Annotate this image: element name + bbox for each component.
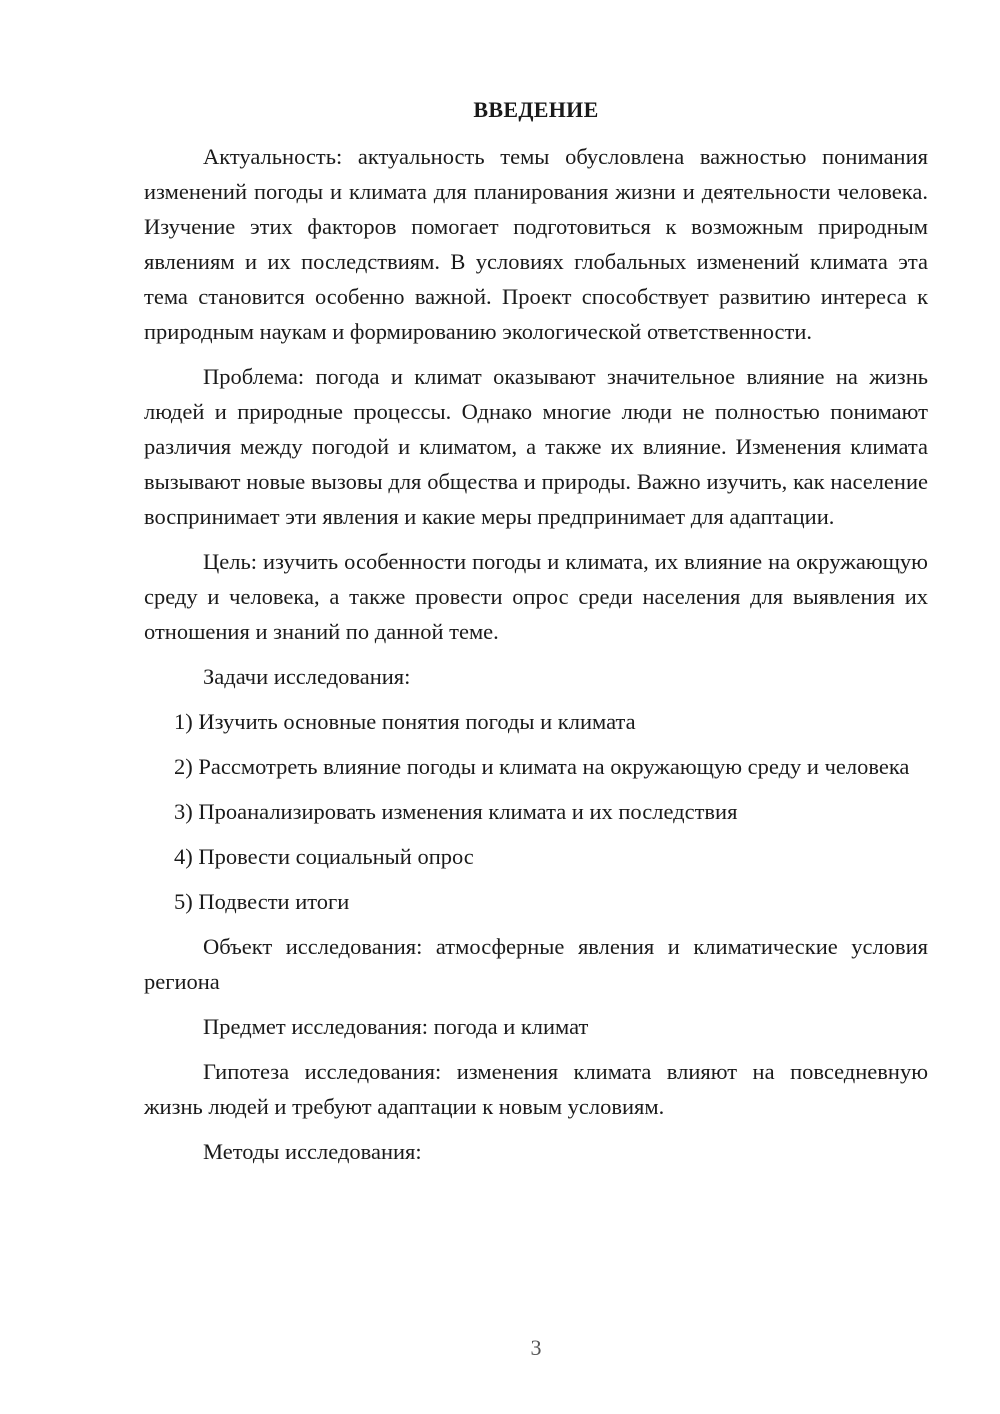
task-item-3: 3) Проанализировать изменения климата и их последствия xyxy=(174,799,738,824)
paragraph-subject: Предмет исследования: погода и климат xyxy=(203,1014,589,1039)
task-item-5: 5) Подвести итоги xyxy=(174,889,350,914)
task-item-1: 1) Изучить основные понятия погоды и климата xyxy=(174,709,636,734)
section-heading: ВВЕДЕНИЕ xyxy=(473,97,599,122)
task-item-4: 4) Провести социальный опрос xyxy=(174,844,474,869)
paragraph-hypothesis: Гипотеза исследования: изменения климата влияют на повседневную жизнь людей и требуют адаптации к новым условиям. xyxy=(144,1059,928,1119)
paragraph-problem: Проблема: погода и климат оказывают значительное влияние на жизнь людей и природные процессы. Однако многие люди не полностью понимают различия между погодой и климатом, а также их влияние. Изменения климата вызывают новые вызовы для общества и природы. Важно изучить, как население воспринимает эти явления и какие меры предпринимает для адаптации. xyxy=(144,364,928,529)
document-page xyxy=(144,92,928,1179)
task-item-2: 2) Рассмотреть влияние погоды и климата на окружающую среду и человека xyxy=(174,754,910,779)
paragraph-goal: Цель: изучить особенности погоды и климата, их влияние на окружающую среду и человека, а также провести опрос среди населения для выявления их отношения и знаний по данной теме. xyxy=(144,549,928,644)
paragraph-relevance: Актуальность: актуальность темы обусловлена важностью понимания изменений погоды и климата для планирования жизни и деятельности человека. Изучение этих факторов помогает подготовиться к возможным природным явлениям и их последствиям. В условиях глобальных изменений климата эта тема становится особенно важной. Проект способствует развитию интереса к природным наукам и формированию экологической ответственности. xyxy=(144,144,928,344)
paragraph-object: Объект исследования: атмосферные явления и климатические условия региона xyxy=(144,934,928,994)
page-number: 3 xyxy=(530,1335,542,1360)
methods-title: Методы исследования: xyxy=(203,1139,422,1164)
tasks-title: Задачи исследования: xyxy=(203,664,411,689)
